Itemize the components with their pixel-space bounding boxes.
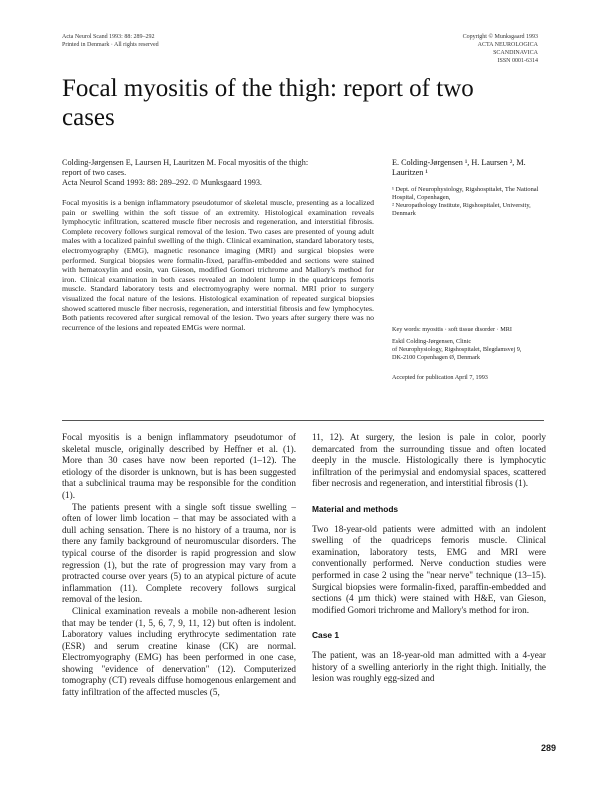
body-paragraph: The patients present with a single soft tissue swelling – often of lower limb location – that may be associated with a dull aching sensation. There is no history of a trauma, nor is there any family background of neuromuscular disorders. The typical course of the disorder is rapid progression and slow regression (1), but the rate of progression may vary from a protracted course over years (5) to an atypical picture of acute inflammation (11). Complete recovery follows surgical removal of the lesion. <box>62 501 296 605</box>
body-paragraph: Two 18-year-old patients were admitted with an indolent swelling of the quadriceps femoris muscle. Clinical examination, laboratory tests, EMG and MRI were conventionally performed. Nerve conduction studies were performed in case 2 using the "near nerve" technique (13–15). Surgical biopsies were formalin-fixed, paraffin-embedded and sections (4 µm thick) were stained with H&E, van Gieson, modified Gomori trichrome and Mallory's method for iron. <box>312 523 546 615</box>
citation-line-2: report of two cases. <box>62 168 127 177</box>
body-right-column <box>312 432 546 685</box>
author-list: E. Colding-Jørgensen ¹, H. Laursen ², M. Lauritzen ¹ <box>392 158 526 177</box>
correspondence <box>392 338 557 362</box>
journal-name-line2: SCANDINAVICA <box>493 50 538 56</box>
abstract: Focal myositis is a benign inflammatory pseudotumor of skeletal muscle, presenting as a localized pain or swelling within the soft tissue of an extremity. Histological examination reveals lymphocytic infiltration, scattered muscle fiber necrosis and regeneration, and interstitial fibrosis. Complete recovery follows surgical removal of the lesion. Two cases are presented of young adult males with a localized painful swelling of the thigh. Clinical examination, standard laboratory tests, electromyography (EMG), magnetic resonance imaging (MRI) and surgical biopsies were performed. Surgical biopsies were formalin-fixed, paraffin-embedded and sections were stained with hematoxylin and eosin, van Gieson, modified Gomori trichrome and Mallory's method for iron. Clinical examination in both cases revealed an indolent lump in the quadriceps femoris muscle. Standard laboratory tests and electromyography were normal. MRI prior to surgery visualized the focal nature of the lesions. Histological examination of repeated surgical biopsies showed scattered muscle fiber necrosis, regeneration, and interstitial fibrosis and few lymphocytes. Both patients recovered after surgical removal of the lesion. Two years after surgery there was no recurrence of the lesions and repeated EMGs were normal. <box>62 198 374 332</box>
accepted-date: Accepted for publication April 7, 1993 <box>392 374 488 381</box>
body-paragraph: Clinical examination reveals a mobile non-adherent lesion that may be tender (1, 5, 6, 7, 9, 11, 12) but often is indolent. Laboratory values including erythrocyte sedimentation rate (ESR) and serum creatine kinase (CK) are normal. Electromyography (EMG) has been performed in one case, showing "evidence of denervation" (12). Computerized tomography (CT) reveals diffuse homogenous enlargement and fatty infiltration of the affected muscles (5, <box>62 605 296 698</box>
keywords: Key words: myositis · soft tissue disorder · MRI <box>392 326 512 333</box>
page-number: 289 <box>540 743 556 753</box>
citation-line-1: Colding-Jørgensen E, Laursen H, Lauritzen M. Focal myositis of the thigh: <box>62 158 309 167</box>
journal-header-right <box>380 33 538 65</box>
article-title: Focal myositis of the thigh: report of two cases <box>62 75 474 131</box>
citation-block <box>62 158 382 188</box>
issn-line: ISSN 0001-6314 <box>497 58 538 64</box>
copyright-line: Copyright © Munksgaard 1993 <box>462 34 538 40</box>
correspondence-line-3: DK-2100 Copenhagen Ø, Denmark <box>392 354 480 361</box>
body-paragraph: Focal myositis is a benign inflammatory pseudotumor of skeletal muscle, originally described by Heffner et al. (1). More than 30 cases have now been reported (1–12). The etiology of the disorder is unknown, but is has been suggested that a subclinical trauma may be responsible for the condition (1). <box>62 432 296 500</box>
body-paragraph: The patient, was an 18-year-old man admitted with a 4-year history of a swelling anteriorly in the right thigh. Initially, the lesion was roughly egg-sized and <box>312 649 546 684</box>
affiliations <box>392 186 552 218</box>
correspondence-line-2: of Neurophysiology, Rigshospitalet, Blegdamsvej 9, <box>392 346 522 353</box>
journal-name-line1: ACTA NEUROLOGICA <box>477 42 538 48</box>
citation-line-3: Acta Neurol Scand 1993: 88: 289–292. © Munksgaard 1993. <box>62 178 262 187</box>
section-divider <box>62 420 544 421</box>
section-heading-methods: Material and methods <box>312 503 399 514</box>
affiliation-1: ¹ Dept. of Neurophysiology, Rigshospitalet, The National Hospital, Copenhagen, <box>392 186 539 201</box>
journal-citation-line: Acta Neurol Scand 1993: 88: 289–292 <box>62 34 155 40</box>
body-left-column <box>62 432 296 699</box>
printed-line: Printed in Denmark · All rights reserved <box>62 42 159 48</box>
correspondence-line-1: Eskil Colding-Jørgensen, Clinic <box>392 338 472 345</box>
body-paragraph: 11, 12). At surgery, the lesion is pale in color, poorly demarcated from the surrounding tissue and often located deeply in the muscle. Histologically there is lymphocytic infiltration of the perimysial and endomysial spaces, scattered fiber necrosis and regeneration, and interstitial fibrosis (1). <box>312 432 546 489</box>
journal-header-left <box>62 33 282 49</box>
section-heading-case1: Case 1 <box>312 630 340 641</box>
affiliation-2: ² Neuropathology Institute, Rigshospitalet, University, Denmark <box>392 202 531 217</box>
